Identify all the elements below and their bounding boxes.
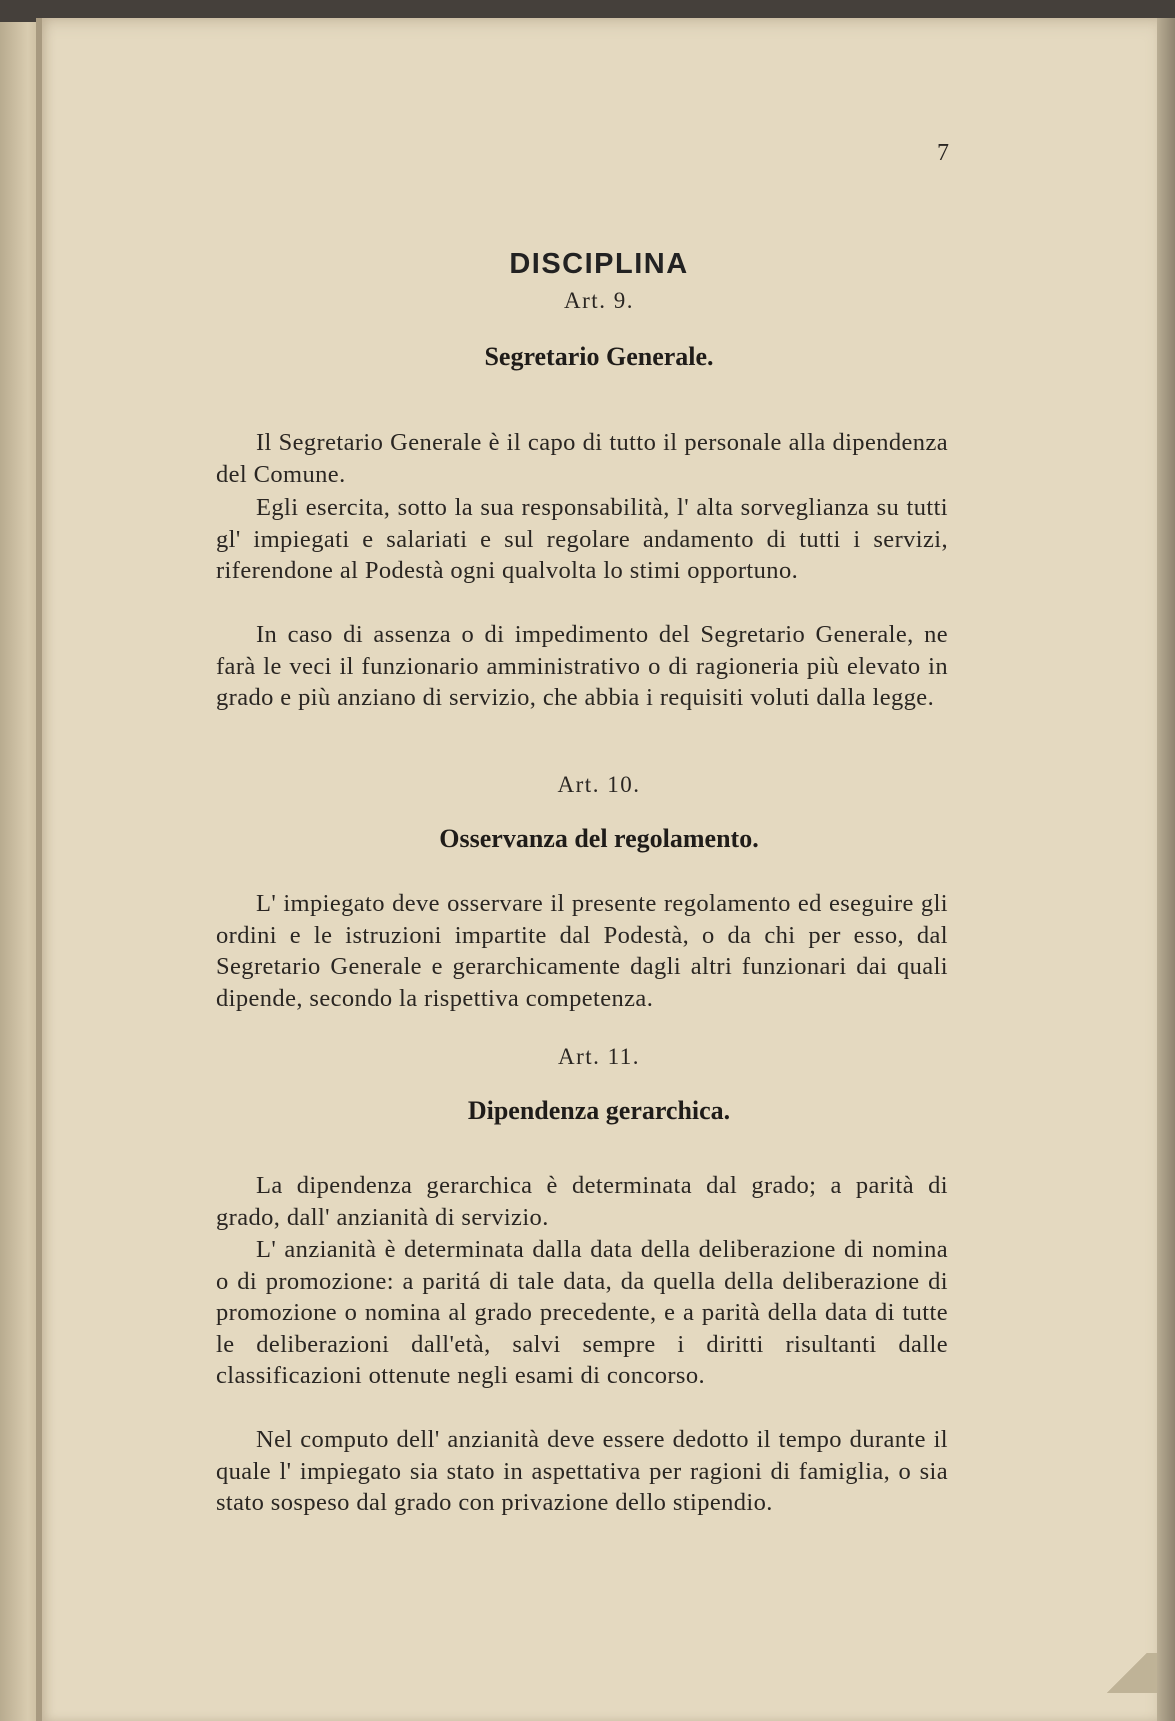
article-9-paragraph-1: Il Segretario Generale è il capo di tutto il personale alla dipendenza del Comune. [216, 429, 948, 488]
article-9-paragraph-3: In caso di assenza o di impedimento del Segretario Generale, ne farà le veci il funzionario amministrativo o di ragioneria più elevato in grado e più anziano di servizio, che abbia i requisiti voluti dalla legge. [216, 621, 948, 712]
article-10-heading: Osservanza del regolamento. [439, 824, 759, 853]
page-corner-fold [1097, 1653, 1157, 1693]
article-11-paragraph-2: L' anzianità è determinata dalla data della deliberazione di nomina o di promozione: a paritá di tale data, da quella della deliberazione di promozione o nomina al grado precedente, e a parità della data di tutte le deliberazioni dall'età, salvi sempre i diritti risultanti dalle classificazioni ottenute negli esami di concorso. [216, 1236, 948, 1390]
article-10-label: Art. 10. [557, 772, 641, 797]
article-9-paragraph-2: Egli esercita, sotto la sua responsabilità, l' alta sorveglianza su tutti gl' impiegati e salariati e sul regolare andamento di tutti i servizi, riferendone al Podestà ogni qualvolta lo stimi opportuno. [216, 494, 948, 585]
article-11-label: Art. 11. [557, 1044, 641, 1069]
article-9-heading: Segretario Generale. [484, 342, 714, 371]
article-11-paragraph-3: Nel computo dell' anzianità deve essere dedotto il tempo durante il quale l' impiegato sia stato in aspettativa per ragioni di famiglia, o sia stato sospeso dal grado con privazione dello stipendio. [216, 1426, 948, 1517]
article-9-label: Art. 9. [564, 288, 634, 313]
article-10-paragraph-1: L' impiegato deve osservare il presente regolamento ed eseguire gli ordini e le istruzioni impartite dal Podestà, o da chi per esso, dal Segretario Generale e gerarchicamente dagli altri funzionari dai quali dipende, secondo la rispettiva competenza. [216, 890, 948, 1012]
section-title: DISCIPLINA [509, 248, 689, 280]
article-11-paragraph-1: La dipendenza gerarchica è determinata dal grado; a parità di grado, dall' anzianità di servizio. [216, 1172, 948, 1231]
article-11-heading: Dipendenza gerarchica. [467, 1096, 731, 1125]
previous-page-edge [0, 22, 40, 1721]
page-number: 7 [937, 140, 949, 166]
page-right-edge [1157, 18, 1175, 1721]
